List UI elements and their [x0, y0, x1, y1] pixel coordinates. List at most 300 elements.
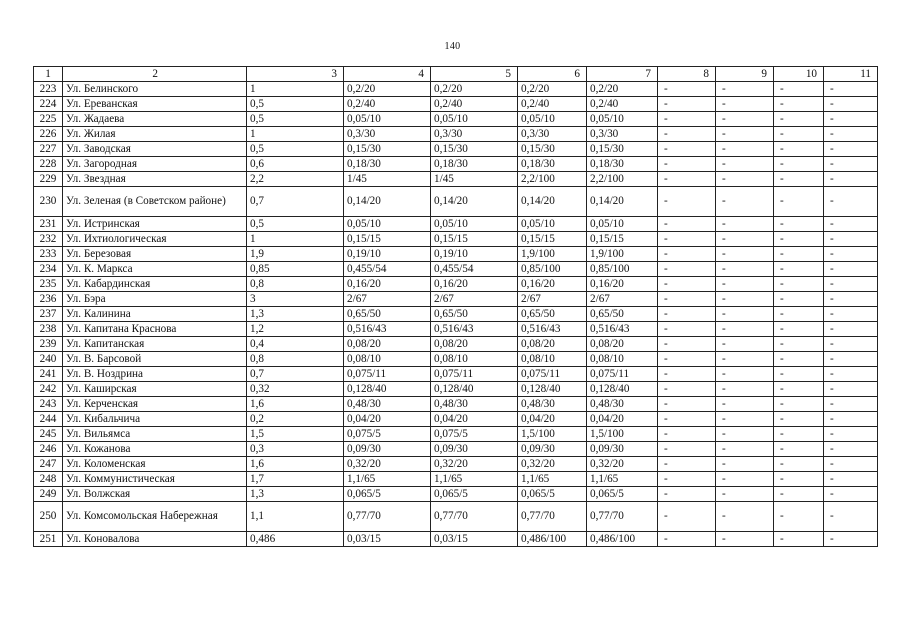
- row-number-cell: 233: [34, 247, 63, 262]
- value-cell: -: [716, 532, 774, 547]
- value-cell: 2,2/100: [518, 172, 587, 187]
- value-cell: 0,075/11: [344, 367, 431, 382]
- value-cell: 1,1/65: [587, 472, 658, 487]
- value-cell: 0,18/30: [344, 157, 431, 172]
- value-cell: 2,2: [247, 172, 344, 187]
- table-row: [34, 367, 878, 382]
- value-cell: -: [774, 307, 824, 322]
- value-cell: 1,7: [247, 472, 344, 487]
- value-cell: -: [824, 442, 878, 457]
- street-name-cell: Ул. К. Маркса: [63, 262, 247, 277]
- table-row: [34, 97, 878, 112]
- column-header: 5: [431, 67, 518, 82]
- row-number-cell: 237: [34, 307, 63, 322]
- value-cell: 0,48/30: [344, 397, 431, 412]
- street-name-cell: Ул. Комсомольская Набережная: [63, 502, 247, 532]
- value-cell: 1: [247, 82, 344, 97]
- value-cell: 0,8: [247, 352, 344, 367]
- value-cell: 0,05/10: [344, 217, 431, 232]
- column-header: 11: [824, 67, 878, 82]
- value-cell: 0,65/50: [344, 307, 431, 322]
- value-cell: -: [658, 247, 716, 262]
- table-row: [34, 142, 878, 157]
- column-header: 3: [247, 67, 344, 82]
- value-cell: 0,3/30: [344, 127, 431, 142]
- value-cell: 0,065/5: [344, 487, 431, 502]
- value-cell: -: [658, 397, 716, 412]
- value-cell: 1,1/65: [431, 472, 518, 487]
- value-cell: 0,19/10: [431, 247, 518, 262]
- value-cell: 0,15/30: [344, 142, 431, 157]
- value-cell: -: [774, 502, 824, 532]
- value-cell: -: [824, 277, 878, 292]
- value-cell: -: [658, 457, 716, 472]
- value-cell: 0,486/100: [587, 532, 658, 547]
- value-cell: 0,065/5: [431, 487, 518, 502]
- value-cell: -: [658, 532, 716, 547]
- value-cell: 0,7: [247, 367, 344, 382]
- value-cell: -: [658, 262, 716, 277]
- table-body: [34, 82, 878, 547]
- table-row: [34, 337, 878, 352]
- value-cell: -: [716, 472, 774, 487]
- value-cell: -: [774, 442, 824, 457]
- value-cell: 0,77/70: [431, 502, 518, 532]
- value-cell: 0,5: [247, 217, 344, 232]
- row-number-cell: 250: [34, 502, 63, 532]
- value-cell: -: [716, 292, 774, 307]
- table-row: [34, 457, 878, 472]
- value-cell: 0,455/54: [431, 262, 518, 277]
- value-cell: 1,5/100: [587, 427, 658, 442]
- value-cell: 1,1/65: [344, 472, 431, 487]
- value-cell: -: [774, 382, 824, 397]
- value-cell: -: [658, 487, 716, 502]
- column-header: 2: [63, 67, 247, 82]
- street-name-cell: Ул. Жилая: [63, 127, 247, 142]
- row-number-cell: 239: [34, 337, 63, 352]
- value-cell: 0,77/70: [587, 502, 658, 532]
- value-cell: -: [824, 187, 878, 217]
- value-cell: -: [716, 337, 774, 352]
- table-row: [34, 127, 878, 142]
- value-cell: 0,3: [247, 442, 344, 457]
- value-cell: -: [716, 352, 774, 367]
- value-cell: -: [716, 187, 774, 217]
- value-cell: 0,04/20: [344, 412, 431, 427]
- table-row: [34, 502, 878, 532]
- row-number-cell: 232: [34, 232, 63, 247]
- value-cell: -: [774, 322, 824, 337]
- value-cell: 0,08/10: [587, 352, 658, 367]
- value-cell: 0,04/20: [518, 412, 587, 427]
- value-cell: -: [824, 292, 878, 307]
- street-name-cell: Ул. Кабардинская: [63, 277, 247, 292]
- value-cell: -: [824, 142, 878, 157]
- value-cell: -: [824, 367, 878, 382]
- value-cell: 1,5: [247, 427, 344, 442]
- value-cell: -: [824, 412, 878, 427]
- value-cell: -: [716, 397, 774, 412]
- value-cell: 0,04/20: [431, 412, 518, 427]
- value-cell: 0,2/20: [587, 82, 658, 97]
- value-cell: -: [716, 457, 774, 472]
- value-cell: 0,128/40: [587, 382, 658, 397]
- value-cell: -: [716, 262, 774, 277]
- value-cell: -: [774, 397, 824, 412]
- value-cell: -: [774, 142, 824, 157]
- street-name-cell: Ул. Волжская: [63, 487, 247, 502]
- street-name-cell: Ул. Загородная: [63, 157, 247, 172]
- street-name-cell: Ул. Коновалова: [63, 532, 247, 547]
- value-cell: -: [716, 382, 774, 397]
- value-cell: -: [824, 157, 878, 172]
- value-cell: -: [824, 262, 878, 277]
- table-row: [34, 427, 878, 442]
- value-cell: -: [774, 457, 824, 472]
- street-name-cell: Ул. Керченская: [63, 397, 247, 412]
- street-name-cell: Ул. Кибальчича: [63, 412, 247, 427]
- value-cell: 0,075/11: [431, 367, 518, 382]
- table-row: [34, 157, 878, 172]
- street-name-cell: Ул. Вильямса: [63, 427, 247, 442]
- value-cell: -: [716, 442, 774, 457]
- value-cell: 0,5: [247, 112, 344, 127]
- value-cell: 0,77/70: [518, 502, 587, 532]
- table-row: [34, 397, 878, 412]
- value-cell: -: [774, 97, 824, 112]
- value-cell: 1,9: [247, 247, 344, 262]
- page-number: 140: [444, 41, 461, 52]
- table-row: [34, 382, 878, 397]
- data-table: [33, 66, 878, 547]
- value-cell: 1,5/100: [518, 427, 587, 442]
- value-cell: -: [658, 172, 716, 187]
- value-cell: 0,14/20: [431, 187, 518, 217]
- value-cell: -: [774, 292, 824, 307]
- value-cell: 0,32/20: [518, 457, 587, 472]
- value-cell: 0,15/15: [344, 232, 431, 247]
- street-name-cell: Ул. Звездная: [63, 172, 247, 187]
- value-cell: 1,2: [247, 322, 344, 337]
- value-cell: -: [658, 232, 716, 247]
- value-cell: 1,3: [247, 307, 344, 322]
- value-cell: 0,075/5: [344, 427, 431, 442]
- table-row: [34, 172, 878, 187]
- value-cell: -: [774, 532, 824, 547]
- value-cell: -: [716, 127, 774, 142]
- value-cell: -: [824, 457, 878, 472]
- value-cell: 0,3/30: [518, 127, 587, 142]
- value-cell: 1,9/100: [587, 247, 658, 262]
- value-cell: -: [716, 502, 774, 532]
- value-cell: 0,04/20: [587, 412, 658, 427]
- value-cell: 0,32/20: [431, 457, 518, 472]
- value-cell: -: [658, 127, 716, 142]
- value-cell: 0,05/10: [431, 217, 518, 232]
- value-cell: -: [824, 112, 878, 127]
- street-name-cell: Ул. Коломенская: [63, 457, 247, 472]
- value-cell: 0,5: [247, 97, 344, 112]
- value-cell: -: [824, 487, 878, 502]
- value-cell: -: [716, 157, 774, 172]
- value-cell: 0,65/50: [587, 307, 658, 322]
- value-cell: -: [824, 172, 878, 187]
- value-cell: 0,08/20: [587, 337, 658, 352]
- value-cell: 0,2/40: [344, 97, 431, 112]
- value-cell: -: [774, 367, 824, 382]
- value-cell: -: [716, 322, 774, 337]
- value-cell: 0,14/20: [587, 187, 658, 217]
- value-cell: 0,77/70: [344, 502, 431, 532]
- row-number-cell: 240: [34, 352, 63, 367]
- value-cell: 1,6: [247, 397, 344, 412]
- value-cell: 0,3/30: [587, 127, 658, 142]
- row-number-cell: 249: [34, 487, 63, 502]
- value-cell: 1,9/100: [518, 247, 587, 262]
- value-cell: 0,18/30: [518, 157, 587, 172]
- value-cell: 0,7: [247, 187, 344, 217]
- value-cell: -: [824, 322, 878, 337]
- column-header: 1: [34, 67, 63, 82]
- value-cell: 0,075/11: [587, 367, 658, 382]
- value-cell: 0,15/30: [518, 142, 587, 157]
- table-row: [34, 472, 878, 487]
- value-cell: 0,08/20: [518, 337, 587, 352]
- row-number-cell: 241: [34, 367, 63, 382]
- street-name-cell: Ул. Капитана Краснова: [63, 322, 247, 337]
- value-cell: 0,16/20: [431, 277, 518, 292]
- table-row: [34, 292, 878, 307]
- value-cell: 0,48/30: [518, 397, 587, 412]
- table-row: [34, 187, 878, 217]
- value-cell: -: [716, 142, 774, 157]
- value-cell: 0,16/20: [587, 277, 658, 292]
- value-cell: 0,3/30: [431, 127, 518, 142]
- row-number-cell: 238: [34, 322, 63, 337]
- value-cell: 2/67: [518, 292, 587, 307]
- value-cell: -: [658, 217, 716, 232]
- value-cell: 0,5: [247, 142, 344, 157]
- value-cell: 0,16/20: [344, 277, 431, 292]
- value-cell: -: [774, 127, 824, 142]
- value-cell: -: [824, 502, 878, 532]
- value-cell: -: [716, 427, 774, 442]
- value-cell: 0,05/10: [431, 112, 518, 127]
- row-number-cell: 245: [34, 427, 63, 442]
- table-row: [34, 412, 878, 427]
- value-cell: 0,15/15: [587, 232, 658, 247]
- street-name-cell: Ул. Каширская: [63, 382, 247, 397]
- value-cell: -: [716, 277, 774, 292]
- value-cell: 0,075/11: [518, 367, 587, 382]
- value-cell: -: [658, 427, 716, 442]
- row-number-cell: 224: [34, 97, 63, 112]
- value-cell: 0,08/20: [431, 337, 518, 352]
- header-row: [34, 67, 878, 82]
- table-row: [34, 532, 878, 547]
- street-name-cell: Ул. Ереванская: [63, 97, 247, 112]
- value-cell: 0,14/20: [344, 187, 431, 217]
- value-cell: -: [774, 232, 824, 247]
- row-number-cell: 243: [34, 397, 63, 412]
- value-cell: 0,075/5: [431, 427, 518, 442]
- row-number-cell: 244: [34, 412, 63, 427]
- table-row: [34, 217, 878, 232]
- value-cell: -: [658, 82, 716, 97]
- value-cell: -: [774, 247, 824, 262]
- table-row: [34, 277, 878, 292]
- value-cell: 0,09/30: [587, 442, 658, 457]
- value-cell: -: [774, 187, 824, 217]
- value-cell: -: [658, 307, 716, 322]
- value-cell: 0,6: [247, 157, 344, 172]
- value-cell: -: [716, 247, 774, 262]
- value-cell: -: [774, 337, 824, 352]
- street-name-cell: Ул. В. Барсовой: [63, 352, 247, 367]
- street-name-cell: Ул. Капитанская: [63, 337, 247, 352]
- value-cell: -: [658, 472, 716, 487]
- value-cell: 0,2/20: [431, 82, 518, 97]
- value-cell: -: [824, 82, 878, 97]
- value-cell: 0,85/100: [518, 262, 587, 277]
- value-cell: 0,14/20: [518, 187, 587, 217]
- value-cell: 0,128/40: [344, 382, 431, 397]
- value-cell: 0,48/30: [587, 397, 658, 412]
- column-header: 4: [344, 67, 431, 82]
- table-row: [34, 487, 878, 502]
- value-cell: 0,128/40: [518, 382, 587, 397]
- value-cell: -: [774, 352, 824, 367]
- value-cell: 0,486: [247, 532, 344, 547]
- value-cell: 2/67: [344, 292, 431, 307]
- value-cell: 0,32/20: [344, 457, 431, 472]
- value-cell: -: [716, 217, 774, 232]
- value-cell: 1,1/65: [518, 472, 587, 487]
- row-number-cell: 236: [34, 292, 63, 307]
- value-cell: 0,065/5: [518, 487, 587, 502]
- value-cell: -: [824, 307, 878, 322]
- row-number-cell: 227: [34, 142, 63, 157]
- value-cell: 0,65/50: [431, 307, 518, 322]
- value-cell: 2/67: [431, 292, 518, 307]
- value-cell: -: [658, 157, 716, 172]
- table-row: [34, 322, 878, 337]
- value-cell: 0,15/15: [431, 232, 518, 247]
- street-name-cell: Ул. Калинина: [63, 307, 247, 322]
- row-number-cell: 230: [34, 187, 63, 217]
- value-cell: -: [658, 112, 716, 127]
- value-cell: -: [658, 292, 716, 307]
- street-name-cell: Ул. Березовая: [63, 247, 247, 262]
- table-row: [34, 247, 878, 262]
- value-cell: 0,48/30: [431, 397, 518, 412]
- row-number-cell: 225: [34, 112, 63, 127]
- street-name-cell: Ул. Ихтиологическая: [63, 232, 247, 247]
- value-cell: 1: [247, 232, 344, 247]
- value-cell: -: [658, 187, 716, 217]
- value-cell: -: [658, 367, 716, 382]
- row-number-cell: 235: [34, 277, 63, 292]
- row-number-cell: 223: [34, 82, 63, 97]
- value-cell: -: [716, 412, 774, 427]
- value-cell: -: [824, 97, 878, 112]
- table-row: [34, 232, 878, 247]
- value-cell: -: [658, 142, 716, 157]
- street-name-cell: Ул. Заводская: [63, 142, 247, 157]
- value-cell: -: [824, 472, 878, 487]
- table-row: [34, 442, 878, 457]
- value-cell: -: [716, 172, 774, 187]
- value-cell: 0,8: [247, 277, 344, 292]
- value-cell: 1/45: [431, 172, 518, 187]
- value-cell: 0,05/10: [587, 112, 658, 127]
- value-cell: 0,03/15: [344, 532, 431, 547]
- value-cell: -: [774, 262, 824, 277]
- column-header: 8: [658, 67, 716, 82]
- value-cell: 0,05/10: [587, 217, 658, 232]
- value-cell: -: [658, 442, 716, 457]
- value-cell: -: [824, 352, 878, 367]
- value-cell: -: [716, 307, 774, 322]
- value-cell: 0,2/40: [431, 97, 518, 112]
- value-cell: 0,2/20: [344, 82, 431, 97]
- value-cell: -: [774, 277, 824, 292]
- value-cell: 1/45: [344, 172, 431, 187]
- street-name-cell: Ул. Бэра: [63, 292, 247, 307]
- table-row: [34, 112, 878, 127]
- table-row: [34, 262, 878, 277]
- street-name-cell: Ул. Истринская: [63, 217, 247, 232]
- value-cell: 1,6: [247, 457, 344, 472]
- value-cell: 1: [247, 127, 344, 142]
- value-cell: 0,2/40: [518, 97, 587, 112]
- value-cell: 2/67: [587, 292, 658, 307]
- value-cell: -: [716, 232, 774, 247]
- value-cell: 0,4: [247, 337, 344, 352]
- street-name-cell: Ул. Кожанова: [63, 442, 247, 457]
- value-cell: 0,516/43: [518, 322, 587, 337]
- table-row: [34, 352, 878, 367]
- value-cell: -: [658, 322, 716, 337]
- row-number-cell: 248: [34, 472, 63, 487]
- street-name-cell: Ул. Коммунистическая: [63, 472, 247, 487]
- value-cell: -: [824, 232, 878, 247]
- value-cell: -: [774, 157, 824, 172]
- value-cell: 0,15/15: [518, 232, 587, 247]
- value-cell: 0,16/20: [518, 277, 587, 292]
- value-cell: -: [824, 427, 878, 442]
- value-cell: 0,19/10: [344, 247, 431, 262]
- street-name-cell: Ул. В. Ноздрина: [63, 367, 247, 382]
- street-name-cell: Ул. Жадаева: [63, 112, 247, 127]
- value-cell: 0,03/15: [431, 532, 518, 547]
- row-number-cell: 226: [34, 127, 63, 142]
- value-cell: 0,18/30: [587, 157, 658, 172]
- value-cell: 0,08/10: [518, 352, 587, 367]
- value-cell: 0,85/100: [587, 262, 658, 277]
- value-cell: 0,05/10: [344, 112, 431, 127]
- value-cell: -: [716, 367, 774, 382]
- value-cell: -: [658, 277, 716, 292]
- row-number-cell: 247: [34, 457, 63, 472]
- value-cell: -: [658, 337, 716, 352]
- value-cell: -: [716, 487, 774, 502]
- value-cell: 0,09/30: [431, 442, 518, 457]
- value-cell: 0,2/40: [587, 97, 658, 112]
- value-cell: 1,3: [247, 487, 344, 502]
- table-row: [34, 82, 878, 97]
